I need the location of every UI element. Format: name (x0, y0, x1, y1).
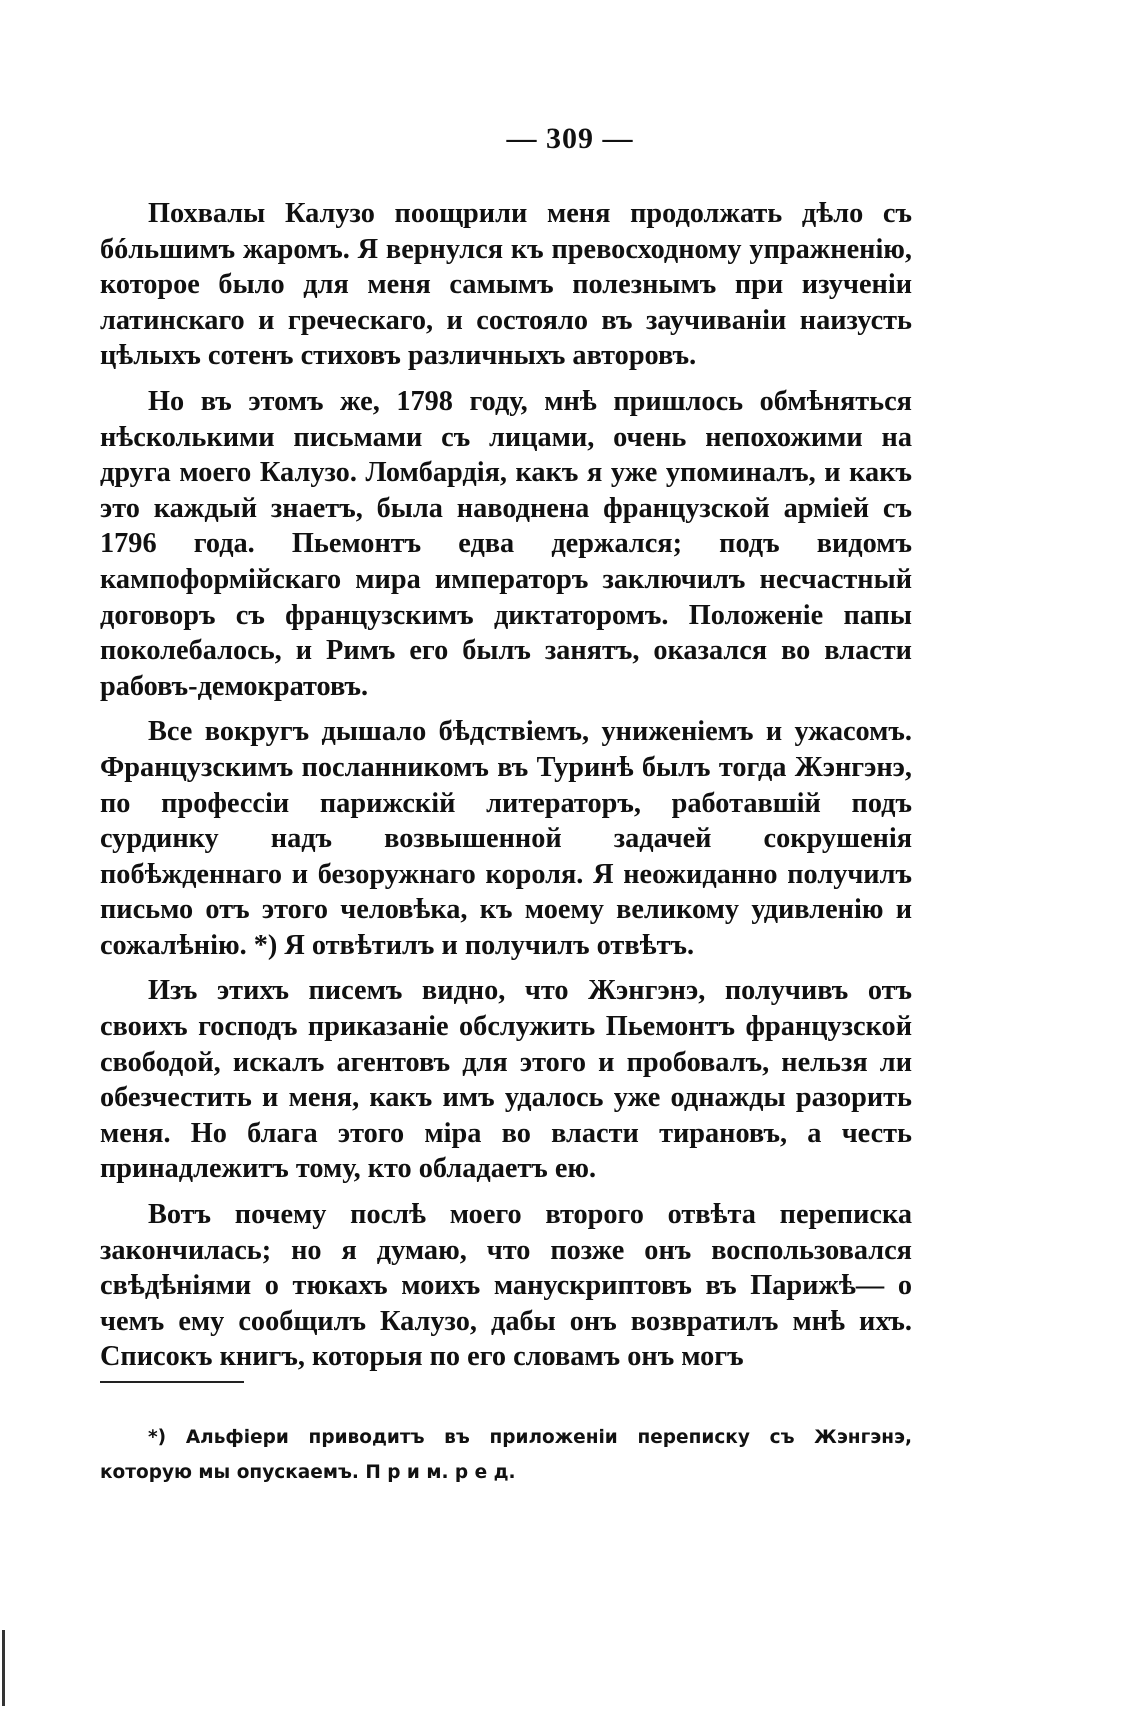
scan-edge-line (2, 1630, 5, 1706)
page-number: — 309 — (506, 122, 634, 155)
paragraph: Все вокругъ дышало бѣдствіемъ, униженіемъ и ужасомъ. Французскимъ посланникомъ въ Туринѣ былъ тогда Жэнгэнэ, по профессіи парижскій литераторъ, работавшій подъ сурдинку надъ возвышенной задачей сокрушенія побѣжденнаго и безоружнаго короля. Я неожиданно получилъ письмо отъ этого человѣка, къ моему великому удивленію и сожалѣнію. *) Я отвѣтилъ и получилъ отвѣтъ. (100, 716, 912, 961)
paragraph: Вотъ почему послѣ моего второго отвѣта переписка закончилась; но я думаю, что позже онъ воспользовался свѣдѣніями о тюкахъ моихъ манускриптовъ въ Парижѣ— о чемъ ему сообщилъ Калузо, дабы онъ возвратилъ мнѣ ихъ. Списокъ книгъ, которыя по его словамъ онъ могъ (100, 1199, 912, 1373)
footnote-rule (100, 1381, 244, 1383)
paragraph: Изъ этихъ писемъ видно, что Жэнгэнэ, получивъ отъ своихъ господъ приказаніе обслужить Пьемонтъ французской свободой, искалъ агентовъ для этого и пробовалъ, нельзя ли обезчестить и меня, какъ имъ удалось уже однажды разорить меня. Но блага этого міра во власти тирановъ, а честь принадлежитъ тому, кто обладаетъ ею. (100, 975, 912, 1185)
paragraph: Похвалы Калузо поощрили меня продолжать дѣло съ бóльшимъ жаромъ. Я вернулся къ превосходному упражненію, которое было для меня самымъ полезнымъ при изученіи латинскаго и греческаго, и состояло въ заучиваніи наизусть цѣлыхъ сотенъ стиховъ различныхъ авторовъ. (100, 198, 912, 372)
paragraph: Но въ этомъ же, 1798 году, мнѣ пришлось обмѣняться нѣсколькими письмами съ лицами, очень непохожими на друга моего Калузо. Ломбардія, какъ я уже упоминалъ, и какъ это каждый знаетъ, была наводнена французской арміей съ 1796 года. Пьемонтъ едва держался; подъ видомъ кампоформійскаго мира императоръ заключилъ несчастный договоръ съ французскимъ диктаторомъ. Положеніе папы поколебалось, и Римъ его былъ занятъ, оказался во власти рабовъ-демократовъ. (100, 385, 912, 702)
body-text (100, 196, 912, 1385)
footnote: *) Альфіери приводитъ въ приложеніи переписку съ Жэнгэнэ, которую мы опускаемъ. П р и м. р е д. (100, 1427, 912, 1483)
